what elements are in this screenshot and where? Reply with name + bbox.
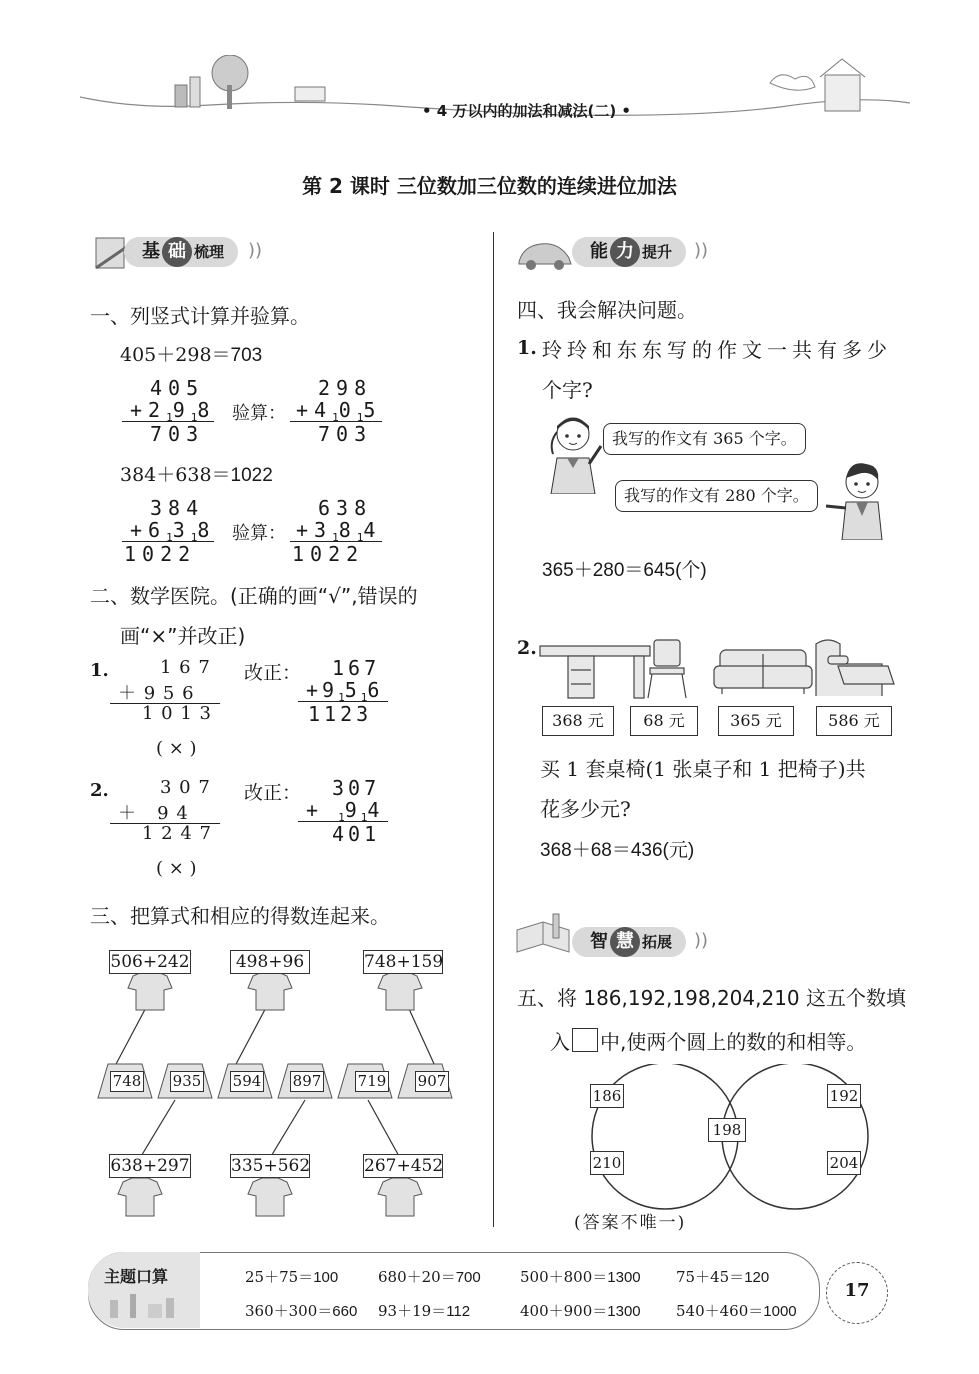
wrong-calc-row: 3 0 7 bbox=[160, 777, 211, 798]
badge-dot: 力 bbox=[610, 237, 640, 267]
calc-row: $+2_19_18$ bbox=[130, 398, 216, 424]
badge-dot: 慧 bbox=[610, 927, 640, 957]
calc-row: 405 bbox=[150, 376, 205, 400]
judgment-mark: ( × ) bbox=[156, 738, 197, 759]
circle-number-box: 204 bbox=[827, 1151, 861, 1175]
number-card: 897 bbox=[290, 1071, 324, 1092]
calc-row: 167 bbox=[332, 656, 381, 680]
boy-icon bbox=[822, 458, 894, 540]
calc-row: 638 bbox=[318, 496, 373, 520]
speech-bubble-girl: 我写的作文有 365 个字。 bbox=[603, 423, 806, 455]
wave-icon: )) bbox=[694, 240, 709, 261]
calc-row: 703 bbox=[150, 422, 205, 446]
badge-text: 智 bbox=[590, 931, 608, 952]
note: (答案不唯一) bbox=[574, 1213, 687, 1233]
calc-row: 307 bbox=[332, 776, 381, 800]
expression-card: 335+562 bbox=[231, 1156, 311, 1176]
bed-icon bbox=[816, 640, 894, 696]
page-number: 17 bbox=[844, 1280, 870, 1301]
circle-number-box: 210 bbox=[590, 1151, 624, 1175]
calc-row: 384 bbox=[150, 496, 205, 520]
problem-text: 玲玲和东东写的作文一共有多少 bbox=[542, 338, 892, 362]
answer: 703 bbox=[230, 345, 263, 366]
item-number: 1. bbox=[90, 660, 109, 681]
expression: 384＋638＝ bbox=[120, 464, 231, 486]
calc-row: $+3_18_14$ bbox=[296, 518, 382, 544]
number-card: 748 bbox=[110, 1071, 144, 1092]
circle-number-box: 198 bbox=[708, 1118, 746, 1142]
calc-row: + $_19_14$ bbox=[306, 798, 384, 824]
blank-box-icon bbox=[572, 1028, 598, 1052]
badge-text: 能 bbox=[590, 241, 608, 262]
desk-icon bbox=[540, 646, 650, 698]
q4-title: 四、我会解决问题。 bbox=[517, 298, 697, 322]
answer: 1022 bbox=[230, 465, 273, 486]
sofa-icon bbox=[714, 650, 812, 694]
calc-row: 1022 bbox=[124, 542, 197, 566]
number-card: 935 bbox=[170, 1071, 204, 1092]
expression-card: 267+452 bbox=[364, 1156, 444, 1176]
calc-row: 401 bbox=[332, 822, 381, 846]
badge-text: 拓展 bbox=[642, 933, 673, 951]
fix-label: 改正： bbox=[244, 782, 302, 804]
furniture-illustration bbox=[538, 636, 898, 700]
calc-row: 1022 bbox=[292, 542, 365, 566]
mental-math-item: 680＋20＝700 bbox=[378, 1268, 481, 1286]
badge-text: 基 bbox=[142, 241, 160, 262]
column-divider bbox=[493, 232, 494, 1227]
circle-number-box: 192 bbox=[827, 1084, 861, 1108]
calc-row: 298 bbox=[318, 376, 373, 400]
chair-icon bbox=[648, 640, 686, 698]
panel-label: 主题口算 bbox=[104, 1267, 169, 1286]
price-tag: 365 元 bbox=[718, 706, 794, 736]
badge-dot: 础 bbox=[162, 237, 192, 267]
city-icon bbox=[100, 1290, 190, 1320]
problem-text: 买 1 套桌椅(1 张桌子和 1 把椅子)共 bbox=[540, 757, 866, 781]
number-card: 594 bbox=[230, 1071, 264, 1092]
calc-row: $+6_13_18$ bbox=[130, 518, 216, 544]
expression-card: 638+297 bbox=[110, 1156, 190, 1176]
mental-math-item: 360＋300＝660 bbox=[245, 1302, 358, 1320]
number-card: 719 bbox=[355, 1071, 389, 1092]
mental-math-item: 25＋75＝100 bbox=[245, 1268, 339, 1286]
q3-title: 三、把算式和相应的得数连起来。 bbox=[90, 904, 390, 928]
check-label: 验算： bbox=[232, 523, 286, 544]
mental-math-item: 500＋800＝1300 bbox=[520, 1268, 641, 1286]
price-tag: 368 元 bbox=[542, 706, 614, 736]
q1-expr-2 bbox=[120, 460, 273, 487]
number-card: 907 bbox=[415, 1071, 449, 1092]
price-tag: 586 元 bbox=[816, 706, 892, 736]
q2-title: 二、数学医院。(正确的画“√”,错误的 bbox=[90, 584, 418, 608]
item-number: 2. bbox=[90, 780, 109, 801]
mental-math-item: 540＋460＝1000 bbox=[676, 1302, 797, 1320]
expression-card: 498+96 bbox=[230, 950, 310, 974]
answer: 368＋68＝436(元) bbox=[540, 840, 695, 861]
q5-line1: 五、将 186,192,198,204,210 这五个数填 bbox=[517, 986, 907, 1010]
expression-card: 748+159 bbox=[364, 952, 444, 972]
lesson-title: 第 2 课时 三位数加三位数的连续进位加法 bbox=[302, 174, 677, 198]
calc-row: $+4_10_15$ bbox=[296, 398, 382, 424]
judgment-mark: ( × ) bbox=[156, 858, 197, 879]
girl-icon bbox=[543, 412, 609, 494]
wave-icon: )) bbox=[694, 930, 709, 951]
car-icon bbox=[515, 236, 575, 272]
problem-text: 花多少元? bbox=[540, 797, 631, 821]
calc-row: 703 bbox=[318, 422, 373, 446]
wave-icon: )) bbox=[248, 240, 263, 261]
q2-title: 画“×”并改正) bbox=[120, 624, 246, 648]
q1-title: 一、列竖式计算并验算。 bbox=[90, 304, 310, 328]
item-number: 2. bbox=[517, 637, 537, 659]
mental-math-item: 93＋19＝112 bbox=[378, 1302, 471, 1320]
wrong-calc-row: ＋ 9 4 bbox=[118, 803, 189, 824]
speech-bubble-boy: 我写的作文有 280 个字。 bbox=[615, 480, 818, 512]
badge-text: 梳理 bbox=[194, 243, 225, 261]
q5-line2: 入 中,使两个圆上的数的和相等。 bbox=[550, 1030, 867, 1054]
calc-row: $+9_15_16$ bbox=[306, 678, 384, 704]
price-tag: 68 元 bbox=[630, 706, 698, 736]
wrong-calc-row: 1 6 7 bbox=[160, 657, 211, 678]
problem-text: 个字? bbox=[542, 378, 593, 402]
wrong-calc-row: 1 2 4 7 bbox=[142, 823, 212, 844]
fix-label: 改正： bbox=[244, 662, 302, 684]
item-number: 1. bbox=[517, 337, 537, 359]
calc-row: 1123 bbox=[308, 702, 373, 726]
skirt-icons bbox=[98, 1064, 452, 1098]
expression: 405＋298＝ bbox=[120, 344, 231, 366]
wrong-calc-row: 1 0 1 3 bbox=[142, 703, 212, 724]
answer: 365＋280＝645(个) bbox=[542, 560, 707, 581]
expression-card: 506+242 bbox=[110, 952, 190, 972]
wrong-calc-row: ＋ 9 5 6 bbox=[118, 683, 195, 704]
circle-number-box: 186 bbox=[590, 1084, 624, 1108]
chapter-title: • 4 万以内的加法和减法(二) • bbox=[422, 102, 631, 120]
q1-expr-1 bbox=[120, 340, 262, 367]
badge-text: 提升 bbox=[642, 243, 673, 261]
mental-math-item: 400＋900＝1300 bbox=[520, 1302, 641, 1320]
check-label: 验算： bbox=[232, 403, 286, 424]
mental-math-item: 75＋45＝120 bbox=[676, 1268, 770, 1286]
